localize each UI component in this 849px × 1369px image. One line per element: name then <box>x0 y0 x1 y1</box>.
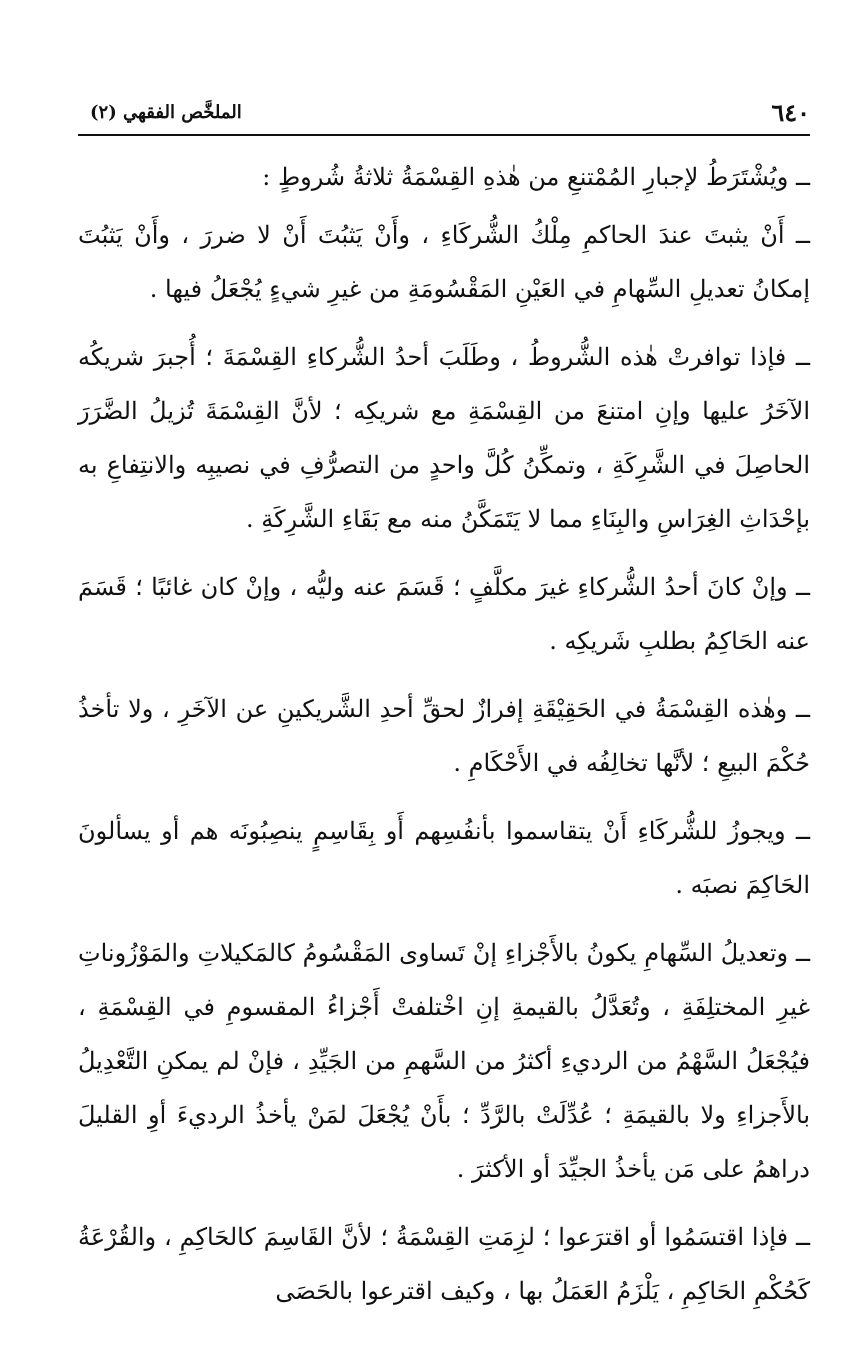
page-number: ٦٤٠ <box>771 98 810 127</box>
paragraph: ــ فإذا توافرتْ هٰذه الشُّروطُ ، وطَلَبَ أحدُ الشُّركاءِ القِسْمَةَ ؛ أُجبرَ شريكُه الآخَرُ عليها وإنِ امتنعَ من القِسْمَةِ مع شريكِه ؛ لأنَّ القِسْمَةَ تُزيلُ الضَّرَرَ الحاصِلَ في الشَّرِكَةِ ، وتمكِّنُ كُلَّ واحدٍ من التصرُّفِ في نصيبِه والانتِفاعِ به بإحْدَاثِ الغِرَاسِ والبِنَاءِ مما لا يَتَمَكَّنُ منه مع بَقَاءِ الشَّرِكَةِ . <box>78 343 810 533</box>
paragraph: ــ وهٰذه القِسْمَةُ في الحَقِيْقَةِ إفرازٌ لحقِّ أحدِ الشَّريكينِ عن الآخَرِ ، ولا تأخذُ حُكْمَ البيعِ ؛ لأنَّها تخالِفُه في الأَحْكَامِ . <box>78 695 810 777</box>
body-text <box>78 150 810 1318</box>
paragraph: ــ ويُشْتَرَطُ لإجبارِ المُمْتنعِ من هٰذهِ القِسْمَةُ ثلاثةُ شُروطٍ : <box>262 163 810 191</box>
paragraph: ــ وتعديلُ السِّهامِ يكونُ بالأَجْزاءِ إنْ تَساوى المَقْسُومُ كالمَكيلاتِ والمَوْزُوناتِ غيرِ المختلِفَةِ ، وتُعَدَّلُ بالقيمةِ إنِ اخْتلفتْ أَجْزاءُ المقسومِ في القِسْمَةِ ، فيُجْعَلُ السَّهْمُ من الرديءِ أكثرُ من السَّهمِ من الجَيِّدِ ، فإنْ لم يمكنِ التَّعْدِيلُ بالأَجزاءِ ولا بالقيمَةِ ؛ عُدِّلَتْ بالرَّدِّ ؛ بأَنْ يُجْعَلَ لمَنْ يأخذُ الرديءَ أوِ القليلَ دراهمُ على مَن يأخذُ الجيِّدَ أو الأكثرَ . <box>78 939 810 1183</box>
book-page <box>78 90 810 1332</box>
paragraph: ــ ويجوزُ للشُّركَاءِ أَنْ يتقاسموا بأنفُسِهم أَو بِقَاسِمٍ ينصِبُونَه هم أو يسألونَ الحَاكِمَ نصبَه . <box>78 817 810 899</box>
running-title: الملخَّص الفقهي (٢) <box>90 102 242 123</box>
paragraph: ــ أَنْ يثبتَ عندَ الحاكمِ مِلْكُ الشُّركَاءِ ، وأَنْ يَثبُتَ أَنْ لا ضررَ ، وأَنْ يَثبُتَ إمكانُ تعديلِ السِّهامِ في العَيْنِ المَقْسُومَةِ من غيرِ شيءٍ يُجْعَلُ فيها . <box>78 221 810 303</box>
paragraph: ــ وإنْ كانَ أحدُ الشُّركاءِ غيرَ مكلَّفٍ ؛ قَسَمَ عنه وليُّه ، وإنْ كان غائبًا ؛ قَسَمَ عنه الحَاكِمُ بطلبِ شَريكِه . <box>78 573 810 655</box>
page-header <box>78 90 810 136</box>
paragraph: ــ فإذا اقتسَمُوا أو اقترَعوا ؛ لزِمَتِ القِسْمَةُ ؛ لأنَّ القَاسِمَ كالحَاكِمِ ، والقُرْعَةُ كَحُكْمِ الحَاكِمِ ، يَلْزَمُ العَمَلُ بها ، وكيف اقترعوا بالحَصَى <box>78 1223 810 1305</box>
